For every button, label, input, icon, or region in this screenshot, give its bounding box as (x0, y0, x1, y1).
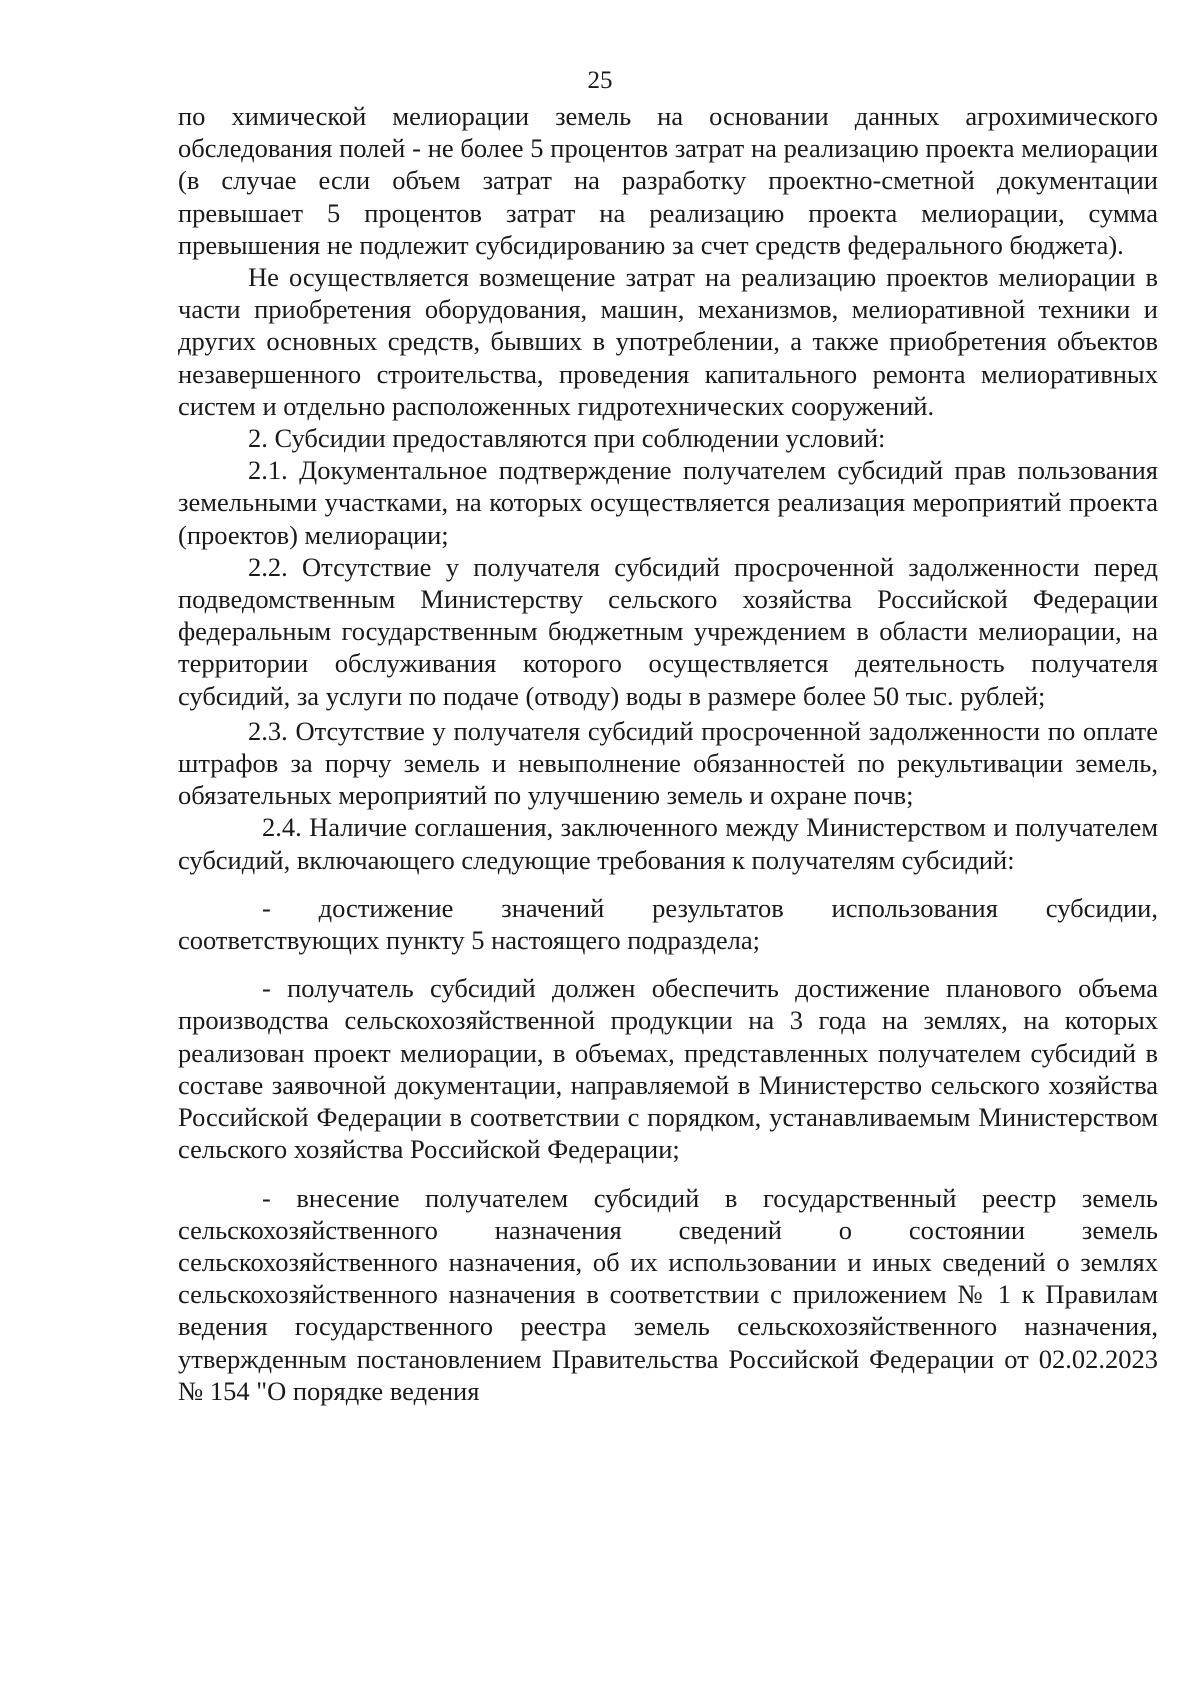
list-item-registry-entry: - внесение получателем субсидий в государственный реестр земель сельскохозяйственного назначения сведений о состоянии земель сельскохозяйственного назначения, об их использовании и иных сведений о землях сельскохозяйственного назначения в соответствии с приложением № 1 к Правилам ведения государственного реестра земель сельскохозяйственного назначения, утвержденным постановлением Правительства Российской Федерации от 02.02.2023 № 154 "О порядке ведения (178, 1182, 1158, 1406)
list-item-results-achievement: - достижение значений результатов использования субсидии, соответствующих пункту 5 настоящего подраздела; (178, 892, 1158, 956)
paragraph-condition-2-2: 2.2. Отсутствие у получателя субсидий просроченной задолженности перед подведомственным Министерству сельского хозяйства Российской Федерации федеральным государственным бюджетным учреждением в области мелиорации, на территории обслуживания которого осуществляется деятельность получателя субсидий, за услуги по подаче (отводу) воды в размере более 50 тыс. рублей; (178, 551, 1158, 711)
paragraph-chemical-melioration: по химической мелиорации земель на основании данных агрохимического обследования полей - не более 5 процентов затрат на реализацию проекта мелиорации (в случае если объем затрат на разработку проектно-сметной документации превышает 5 процентов затрат на реализацию проекта мелиорации, сумма превышения не подлежит субсидированию за счет средств федерального бюджета). (178, 101, 1158, 260)
paragraph-condition-2-4: 2.4. Наличие соглашения, заключенного между Министерством и получателем субсидий, включающего следующие требования к получателям субсидий: (178, 812, 1158, 875)
page-number: 25 (587, 67, 613, 94)
document-body (178, 100, 1158, 1407)
paragraph-condition-2-3: 2.3. Отсутствие у получателя субсидий просроченной задолженности по оплате штрафов за порчу земель и невыполнение обязанностей по рекультивации земель, обязательных мероприятий по улучшению земель и охране почв; (178, 715, 1158, 811)
paragraph-condition-2-1: 2.1. Документальное подтверждение получателем субсидий прав пользования земельными участками, на которых осуществляется реализация мероприятий проекта (проектов) мелиорации; (178, 455, 1158, 550)
list-item-production-volume: - получатель субсидий должен обеспечить достижение планового объема производства сельскохозяйственной продукции на 3 года на землях, на которых реализован проект мелиорации, в объемах, представленных получателем субсидий в составе заявочной документации, направляемой в Министерство сельского хозяйства Российской Федерации в соответствии с порядком, устанавливаемым Министерством сельского хозяйства Российской Федерации; (178, 973, 1158, 1165)
paragraph-no-reimbursement: Не осуществляется возмещение затрат на реализацию проектов мелиорации в части приобретения оборудования, машин, механизмов, мелиоративной техники и других основных средств, бывших в употреблении, а также приобретения объектов незавершенного строительства, проведения капитального ремонта мелиоративных систем и отдельно расположенных гидротехнических сооружений. (178, 262, 1158, 421)
paragraph-conditions-heading: 2. Субсидии предоставляются при соблюдении условий: (248, 423, 886, 454)
